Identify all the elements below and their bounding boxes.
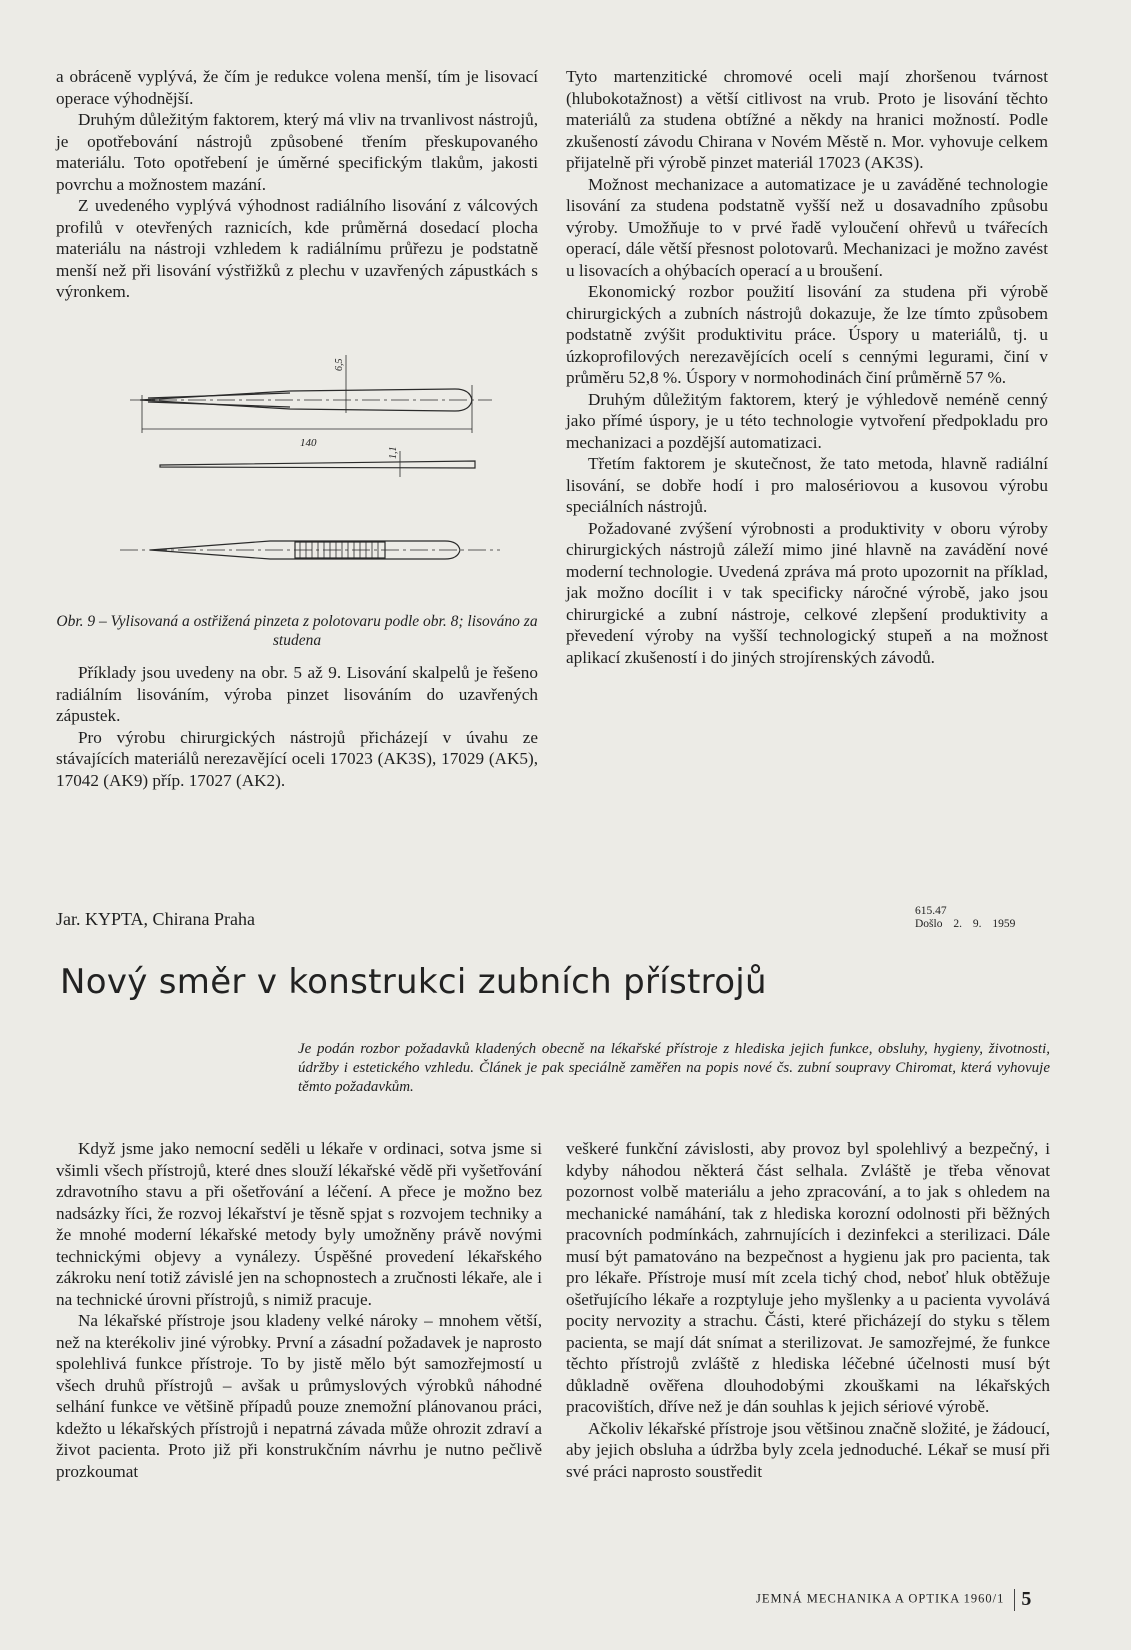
paragraph: Druhým důležitým faktorem, který je výhledově neméně cenný jako přímé úspory, je u této technologie vytvoření předpokladu pro mechanizaci a pozdější automatizaci. [566,389,1048,452]
paragraph: Ačkoliv lékařské přístroje jsou většinou značně složité, je žádoucí, aby jejich obsluha a údržba byly zcela jednoduché. Lékař se musí při své práci naprosto soustředit [566,1418,1050,1481]
paragraph: Tyto martenzitické chromové oceli mají zhoršenou tvárnost (hlubokotažnost) a větší citlivost na vrub. Proto je lisování těchto materiálů za studena obtížné a někdy na hranici možností. Podle zkušeností závodu Chirana v Novém Městě n. Mor. vyhovuje celkem přijatelně při výrobě pinzet materiál 17023 (AK3S). [566,67,1048,172]
paragraph: veškeré funkční závislosti, aby provoz byl spolehlivý a bezpečný, i kdyby náhodou některá část selhala. Zvláště je třeba věnovat pozornost volbě materiálu a jeho zpracování, a to jak s ohledem na mechanické namáhání, tak z hlediska korozní odolnosti při běžných pracovních podmínkách, zahrnujících i dezinfekci a sterilizaci. Dále musí být pamatováno na bezpečnost a hygienu jak pro pacienta, tak pro lékaře. Přístroje musí mít zcela tichý chod, neboť hluk obtěžuje ošetřujícího lékaře a rozptyluje jeho myšlenky a u pacienta vyvolává pocity nervozity a strachu. Části, které přicházejí do styku s tělem pacienta, se mají dát snímat a sterilizovat. Je samozřejmé, že funkce těchto přístrojů zvláště z hlediska léčebné účelnosti musí být důkladně ověřena dlouhodobými zkouškami na lékařských pracovištích, dříve než je dán souhlas k jejich sériové výrobě. [566,1139,1050,1416]
paragraph: Ekonomický rozbor použití lisování za studena při výrobě chirurgických a zubních nástrojů dokazuje, že lze tímto způsobem podstatně zvýšit produktivitu práce. Úspory u materiálů, tj. u úzkoprofilových nerezavějících ocelí s cennými legurami, činí v průměru 52,8 %. Úspory v normohodinách činí průměrně 57 %. [566,282,1048,387]
paragraph: Když jsme jako nemocní seděli u lékaře v ordinaci, sotva jsme si všimli všech přístrojů, které dnes slouží lékařské vědě při vyšetřování zdravotního stavu a při ošetřování a léčení. A přece je možno bez nadsázky říci, že rozvoj lékařství je těsně spjat s rozvojem techniky a že mnohé moderní lékařské metody byly umožněny právě novými technickými objevy a vynálezy. Úspěšné provedení lékařského zákroku není totiž závislé jen na schopnostech a zručnosti lékaře, ale i na technické úrovni přístrojů, s nimiž pracuje. [56,1139,542,1309]
tweezers-drawing [120,355,500,595]
paragraph: Možnost mechanizace a automatizace je u zaváděné technologie lisování za studena podstatně vyšší než u dosavadního způsobu výroby. Umožňuje to v prvé řadě vyloučení ohřevů u tvářecích operací, dále větší přesnost polotovarů. Mechanizaci je možno zavést u lisovacích a ohýbacích operací a u broušení. [566,174,1048,280]
article-abstract: Je podán rozbor požadavků kladených obecně na lékařské přístroje z hlediska jejich funkce, obsluhy, hygieny, životnosti, údržby i estetického vzhledu. Článek je pak speciálně zaměřen na popis nové čs. zubní soupravy Chiromat, která vyhovuje těmto požadavkům. [298,1041,1050,1095]
paragraph: Příklady jsou uvedeny na obr. 5 až 9. Lisování skalpelů je řešeno radiálním lisováním, výroba pinzet lisováním do uzavřených zápustek. [56,663,538,725]
paragraph: Na lékařské přístroje jsou kladeny velké nároky – mnohem větší, než na kterékoliv jiné výrobky. První a zásadní požadavek je naprosto spolehlivá funkce přístroje. To by jistě mělo být samozřejmostí u všech druhů přístrojů – avšak u průmyslových výrobků náhodné selhání funkce ve většině případů pouze znemožní plánovanou práci, kdežto u lékařských přístrojů i nepatrná závada může ohrozit zdraví a život pacienta. Proto již při konstrukčním návrhu je nutno pečlivě prozkoumat [56,1311,542,1481]
article-title: Nový směr v konstrukci zubních přístrojů [60,962,767,1002]
text-column-bottom-left [56,1138,542,1482]
paragraph: Požadované zvýšení výrobnosti a produktivity v oboru výroby chirurgických nástrojů záleží mimo jiné hlavně na zavádění nové moderní technologie. Uvedená zpráva má proto upozornit na příklad, jak možno docílit i v tak specificky náročné výrobě, jako jsou chirurgické a zubní nástroje, celkové zlepšení produktivity a převedení výroby na vyšší technologický stupeň a na možnost aplikací zkušeností i do jiných strojírenských závodů. [566,518,1048,667]
text-column-mid-left [56,662,538,791]
footer-divider [1014,1589,1015,1611]
udc-code: 615.47 [915,905,947,917]
paragraph: a obráceně vyplývá, že čím je redukce volena menší, tím je lisovací operace výhodnější. [56,67,538,108]
page-footer [756,1588,1056,1611]
tweezers-figure [120,355,500,595]
text-column-top-right [566,66,1048,668]
figure-caption: Obr. 9 – Vylisovaná a ostřižená pinzeta z polotovaru podle obr. 8; lisováno za studena [56,613,538,649]
paragraph: Třetím faktorem je skutečnost, že tato metoda, hlavně radiální lisování, se dobře hodí i pro malosériovou a kusovou výrobu speciálních nástrojů. [566,454,1048,516]
text-column-bottom-right [566,1138,1050,1482]
article-meta [915,905,1055,931]
dimension-length-label: 140 [300,437,317,449]
dimension-width-label: 6,5 [334,358,345,371]
text-column-top-left [56,66,538,303]
article-author: Jar. KYPTA, Chirana Praha [56,909,256,929]
dimension-thickness-label: 1,1 [388,446,399,459]
received-date: Došlo 2. 9. 1959 [915,918,1016,930]
journal-name: JEMNÁ MECHANIKA A OPTIKA 1960/1 [756,1591,1005,1606]
paragraph: Pro výrobu chirurgických nástrojů přicházejí v úvahu ze stávajících materiálů nerezavějící oceli 17023 (AK3S), 17029 (AK5), 17042 (AK9) příp. 17027 (AK2). [56,727,538,790]
paragraph: Druhým důležitým faktorem, který má vliv na trvanlivost nástrojů, je opotřebování nástrojů způsobené třením přeskupovaného materiálu. Toto opotřebení je úměrné specifickým tlakům, jakosti povrchu a možnostem mazání. [56,110,538,194]
paragraph: Z uvedeného vyplývá výhodnost radiálního lisování z válcových profilů v otevřených raznicích, kde průměrná dosedací plocha materiálu na nástroji vzhledem k radiálnímu průřezu je podstatně menší než při lisování výstřižků z plechu v uzavřených zápustkách s výronkem. [56,196,538,301]
page-number: 5 [1021,1588,1032,1610]
